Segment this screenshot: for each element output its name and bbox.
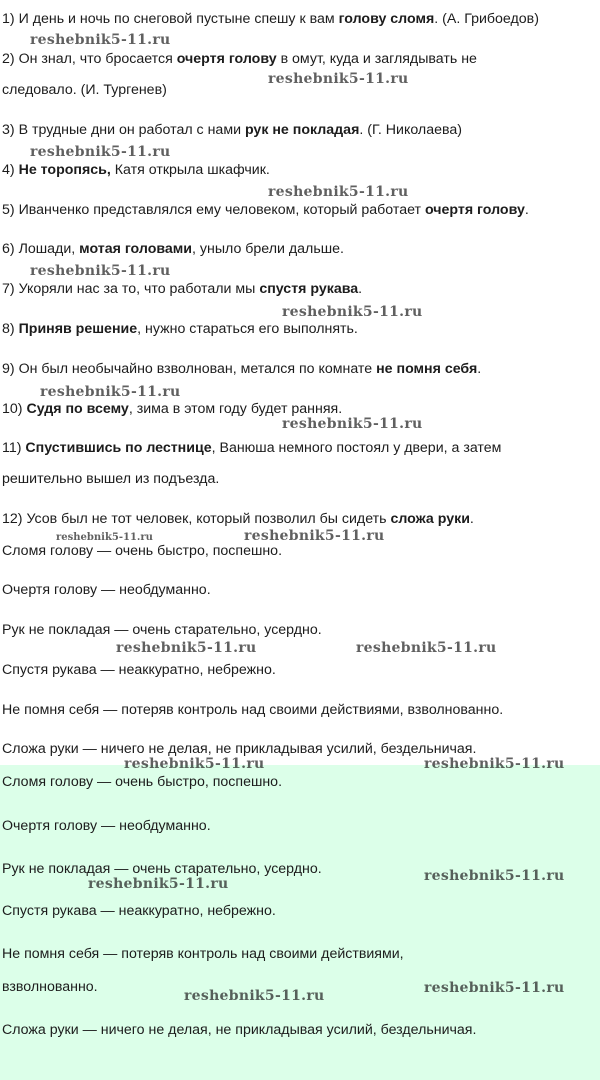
watermark: reshebnik5-11.ru: [268, 184, 409, 200]
watermark: reshebnik5-11.ru: [30, 32, 171, 48]
watermark: reshebnik5-11.ru: [424, 868, 565, 884]
idiom-phrase: очертя голову: [424, 202, 525, 218]
watermark: reshebnik5-11.ru: [282, 304, 423, 320]
watermark: reshebnik5-11.ru: [56, 532, 153, 543]
watermark: reshebnik5-11.ru: [124, 756, 265, 772]
answer-line-3: Рук не покладая — очень старательно, усердно.: [2, 861, 322, 877]
watermark: reshebnik5-11.ru: [244, 528, 385, 544]
watermark: reshebnik5-11.ru: [356, 640, 497, 656]
sentence-3: 3) В трудные дни он работал с нами рук не покладая. (Г. Николаева): [2, 122, 462, 138]
sentence-12: 12) Усов был не тот человек, который позволил бы сидеть сложа руки.: [2, 511, 474, 527]
answer-line-4: Спустя рукава — неаккуратно, небрежно.: [2, 903, 276, 919]
watermark: reshebnik5-11.ru: [424, 756, 565, 772]
watermark: reshebnik5-11.ru: [184, 988, 325, 1004]
idiom-phrase: Приняв решение: [18, 321, 138, 337]
meaning-1: Сломя голову — очень быстро, поспешно.: [2, 543, 283, 559]
answer-line-6: взволнованно.: [2, 979, 98, 995]
watermark: reshebnik5-11.ru: [116, 640, 257, 656]
watermark: reshebnik5-11.ru: [282, 416, 423, 432]
answer-line-5: Не помня себя — потеряв контроль над своими действиями,: [2, 946, 404, 962]
idiom-phrase: Спустившись по лестнице: [25, 440, 212, 456]
idiom-phrase: очертя голову: [176, 51, 277, 67]
idiom-phrase: сложа руки: [390, 511, 470, 527]
idiom-phrase: Не торопясь,: [18, 162, 111, 178]
meaning-6: Сложа руки — ничего не делая, не прикладывая усилий, бездельничая.: [2, 741, 477, 757]
sentence-11: 11) Спустившись по лестнице, Ванюша немного постоял у двери, а затем: [2, 440, 502, 456]
watermark: reshebnik5-11.ru: [40, 384, 181, 400]
idiom-phrase: не помня себя: [376, 361, 478, 377]
watermark: reshebnik5-11.ru: [424, 980, 565, 996]
meaning-3: Рук не покладая — очень старательно, усердно.: [2, 622, 322, 638]
sentence-11-continuation: решительно вышел из подъезда.: [2, 471, 220, 487]
sentence-2-continuation: следовало. (И. Тургенев): [2, 82, 167, 98]
meaning-2: Очертя голову — необдуманно.: [2, 582, 211, 598]
sentence-2: 2) Он знал, что бросается очертя голову в омут, куда и заглядывать не: [2, 51, 477, 67]
idiom-phrase: голову сломя: [338, 11, 435, 27]
meaning-4: Спустя рукава — неаккуратно, небрежно.: [2, 662, 276, 678]
watermark: reshebnik5-11.ru: [30, 144, 171, 160]
sentence-7: 7) Укоряли нас за то, что работали мы спустя рукава.: [2, 281, 363, 297]
sentence-9: 9) Он был необычайно взволнован, метался по комнате не помня себя.: [2, 361, 482, 377]
watermark: reshebnik5-11.ru: [268, 71, 409, 87]
idiom-phrase: Судя по всему: [26, 401, 129, 417]
sentence-1: 1) И день и ночь по снеговой пустыне спешу к вам голову сломя. (А. Грибоедов): [2, 11, 539, 27]
sentence-5: 5) Иванченко представлялся ему человеком, который работает очертя голову.: [2, 202, 529, 218]
watermark: reshebnik5-11.ru: [30, 263, 171, 279]
idiom-phrase: спустя рукава: [259, 281, 359, 297]
answer-line-7: Сложа руки — ничего не делая, не прикладывая усилий, бездельничая.: [2, 1022, 477, 1038]
watermark: reshebnik5-11.ru: [88, 876, 229, 892]
sentence-4: 4) Не торопясь, Катя открыла шкафчик.: [2, 162, 270, 178]
sentence-10: 10) Судя по всему, зима в этом году будет ранняя.: [2, 401, 343, 417]
idiom-phrase: рук не покладая: [244, 122, 360, 138]
sentence-6: 6) Лошади, мотая головами, уныло брели дальше.: [2, 241, 344, 257]
idiom-phrase: мотая головами: [79, 241, 193, 257]
sentence-8: 8) Приняв решение, нужно стараться его выполнять.: [2, 321, 358, 337]
meaning-5: Не помня себя — потеряв контроль над своими действиями, взволнованно.: [2, 702, 504, 718]
answer-line-1: Сломя голову — очень быстро, поспешно.: [2, 774, 283, 790]
answer-line-2: Очертя голову — необдуманно.: [2, 818, 211, 834]
